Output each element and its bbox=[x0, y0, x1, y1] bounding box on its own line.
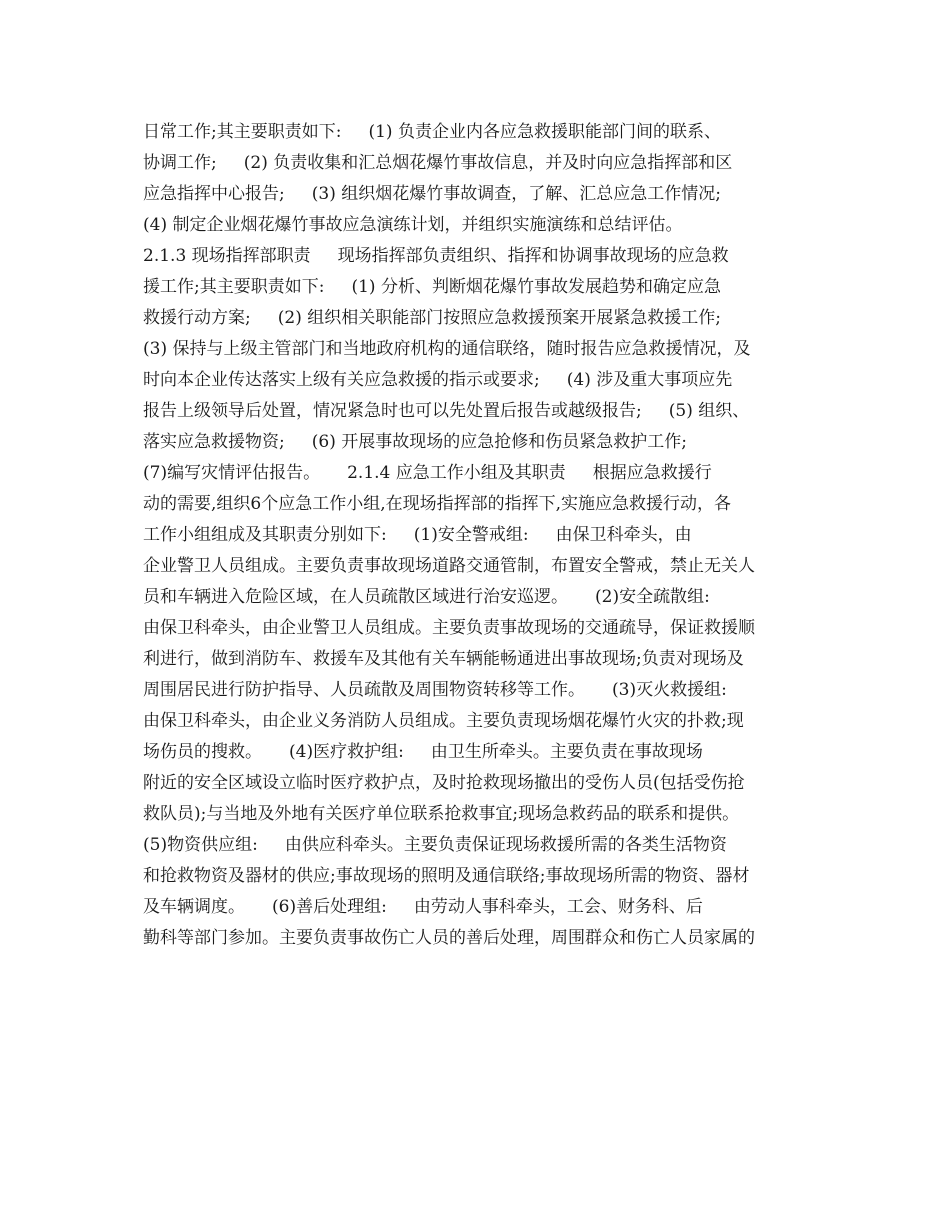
text-line: 由保卫科牵头，由企业警卫人员组成。主要负责事故现场的交通疏导，保证救援顺 bbox=[143, 618, 755, 638]
text-line: 及车辆调度。 (6)善后处理组: 由劳动人事科牵头，工会、财务科、后 bbox=[143, 897, 703, 917]
text-line: 由保卫科牵头，由企业义务消防人员组成。主要负责现场烟花爆竹火灾的扑救;现 bbox=[143, 711, 744, 731]
text-line: (3) 保持与上级主管部门和当地政府机构的通信联络，随时报告应急救援情况，及 bbox=[143, 339, 751, 359]
text-line: 利进行，做到消防车、救援车及其他有关车辆能畅通进出事故现场;负责对现场及 bbox=[143, 649, 744, 669]
text-line: 应急指挥中心报告; (3) 组织烟花爆竹事故调查，了解、汇总应急工作情况; bbox=[143, 184, 721, 204]
text-line: 工作小组组成及其职责分别如下: (1)安全警戒组: 由保卫科牵头，由 bbox=[143, 525, 692, 545]
body-text bbox=[143, 117, 823, 954]
text-line: 动的需要,组织6个应急工作小组,在现场指挥部的指挥下,实施应急救援行动，各 bbox=[143, 494, 732, 514]
text-line: 附近的安全区域设立临时医疗救护点，及时抢救现场撤出的受伤人员(包括受伤抢 bbox=[143, 773, 745, 793]
text-line: 和抢救物资及器材的供应;事故现场的照明及通信联络;事故现场所需的物资、器材 bbox=[143, 866, 750, 886]
text-line: 企业警卫人员组成。主要负责事故现场道路交通管制，布置安全警戒，禁止无关人 bbox=[143, 556, 755, 576]
text-line: 救队员);与当地及外地有关医疗单位联系抢救事宜;现场急救药品的联系和提供。 bbox=[143, 804, 740, 824]
text-line: (7)编写灾情评估报告。 2.1.4 应急工作小组及其职责 根据应急救援行 bbox=[143, 463, 712, 483]
text-line: 报告上级领导后处置，情况紧急时也可以先处置后报告或越级报告; (5) 组织、 bbox=[143, 401, 750, 421]
text-line: 场伤员的搜救。 (4)医疗救护组: 由卫生所牵头。主要负责在事故现场 bbox=[143, 742, 703, 762]
text-line: 员和车辆进入危险区域，在人员疏散区域进行治安巡逻。 (2)安全疏散组: bbox=[143, 587, 710, 607]
text-line: 援工作;其主要职责如下: (1) 分析、判断烟花爆竹事故发展趋势和确定应急 bbox=[143, 277, 721, 297]
text-line: 2.1.3 现场指挥部职责 现场指挥部负责组织、指挥和协调事故现场的应急救 bbox=[143, 246, 729, 266]
text-line: (4) 制定企业烟花爆竹事故应急演练计划，并组织实施演练和总结评估。 bbox=[143, 215, 683, 235]
text-line: 勤科等部门参加。主要负责事故伤亡人员的善后处理，周围群众和伤亡人员家属的 bbox=[143, 928, 755, 948]
text-line: 落实应急救援物资; (6) 开展事故现场的应急抢修和伤员紧急救护工作; bbox=[143, 432, 687, 452]
text-line: 周围居民进行防护指导、人员疏散及周围物资转移等工作。 (3)灭火救援组: bbox=[143, 680, 727, 700]
text-line: 时向本企业传达落实上级有关应急救援的指示或要求; (4) 涉及重大事项应先 bbox=[143, 370, 733, 390]
text-line: (5)物资供应组: 由供应科牵头。主要负责保证现场救援所需的各类生活物资 bbox=[143, 835, 727, 855]
text-line: 救援行动方案; (2) 组织相关职能部门按照应急救援预案开展紧急救援工作; bbox=[143, 308, 721, 328]
text-line: 日常工作;其主要职责如下: (1) 负责企业内各应急救援职能部门间的联系、 bbox=[143, 122, 721, 142]
text-line: 协调工作; (2) 负责收集和汇总烟花爆竹事故信息，并及时向应急指挥部和区 bbox=[143, 153, 733, 173]
